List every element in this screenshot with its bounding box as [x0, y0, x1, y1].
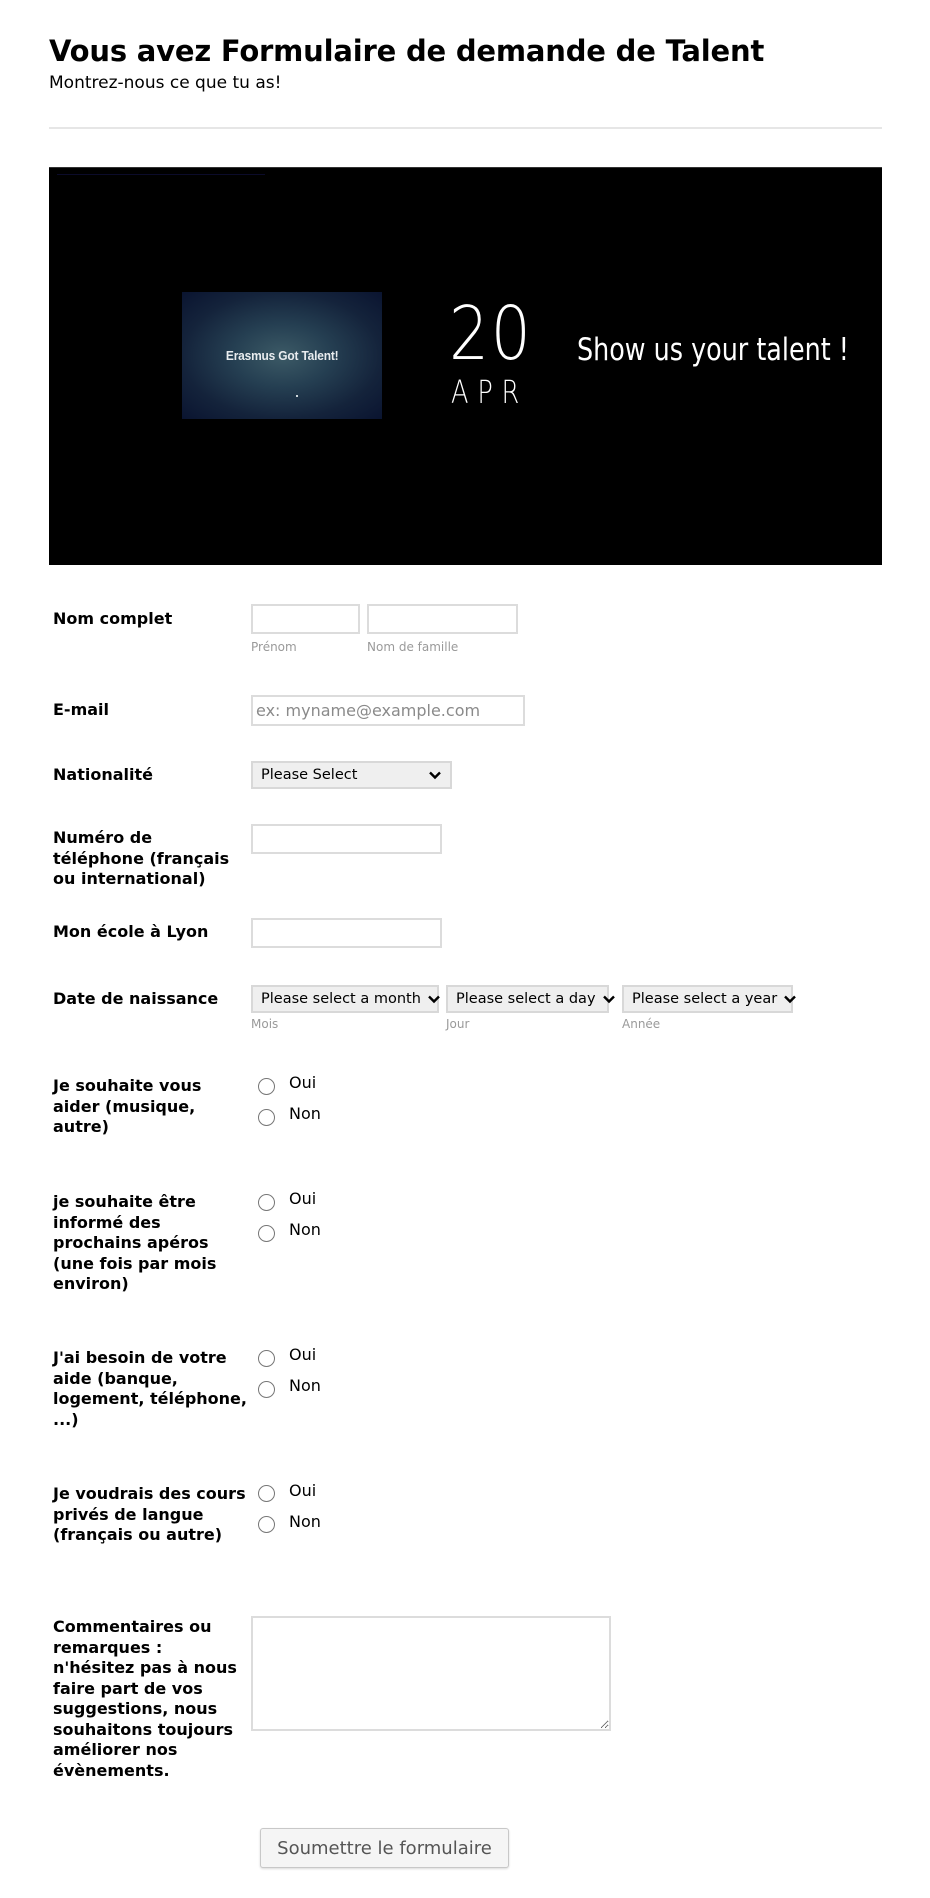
- aperos-info-option-non[interactable]: Non: [289, 1220, 321, 1239]
- submit-button[interactable]: Soumettre le formulaire: [260, 1828, 509, 1868]
- help-volunteer-radio-non[interactable]: [258, 1109, 275, 1126]
- event-banner-image: [49, 167, 882, 565]
- school-input[interactable]: [251, 918, 442, 948]
- nationality-select[interactable]: [251, 761, 452, 789]
- birth-month-select[interactable]: [251, 985, 439, 1013]
- aperos-info-radio-non[interactable]: [258, 1225, 275, 1242]
- birth-month-sublabel: Mois: [251, 1017, 279, 1031]
- form-title: Vous avez Formulaire de demande de Talent: [49, 34, 765, 68]
- first-name-input[interactable]: [251, 604, 360, 634]
- birth-day-sublabel: Jour: [446, 1017, 470, 1031]
- language-courses-radio-oui[interactable]: [258, 1485, 275, 1502]
- help-volunteer-radio-oui[interactable]: [258, 1078, 275, 1095]
- aperos-info-label: je souhaite être informé des prochains apéros (une fois par mois environ): [53, 1192, 217, 1293]
- banner-date-month: APR: [451, 373, 529, 411]
- language-courses-option-non[interactable]: Non: [289, 1512, 321, 1531]
- banner-photo-star: [296, 395, 298, 397]
- aperos-info-option-oui[interactable]: Oui: [289, 1189, 317, 1208]
- comments-textarea[interactable]: [251, 1616, 611, 1731]
- birth-day-select-value: Please select a day: [456, 991, 596, 1007]
- chevron-down-icon: [602, 992, 616, 1006]
- help-volunteer-option-non[interactable]: Non: [289, 1104, 321, 1123]
- banner-photo-text: Erasmus Got Talent!: [225, 348, 339, 363]
- email-input[interactable]: [251, 695, 525, 726]
- need-help-radio-non[interactable]: [258, 1381, 275, 1398]
- phone-input[interactable]: [251, 824, 442, 854]
- birth-year-select-value: Please select a year: [632, 991, 778, 1007]
- language-courses-label: Je voudrais des cours privés de langue (français ou autre): [53, 1484, 246, 1544]
- phone-label: Numéro de téléphone (français ou international): [53, 828, 230, 888]
- need-help-option-oui[interactable]: Oui: [289, 1345, 317, 1364]
- birth-date-label: Date de naissance: [53, 989, 219, 1008]
- form-subtitle: Montrez-nous ce que tu as!: [49, 73, 282, 93]
- help-volunteer-option-oui[interactable]: Oui: [289, 1073, 317, 1092]
- full-name-label: Nom complet: [53, 609, 173, 628]
- need-help-radio-oui[interactable]: [258, 1350, 275, 1367]
- comments-label: Commentaires ou remarques : n'hésitez pas à nous faire part de vos suggestions, nous souhaitons toujours améliorer nos évènements.: [53, 1617, 237, 1780]
- help-volunteer-label: Je souhaite vous aider (musique, autre): [53, 1076, 202, 1136]
- birth-month-select-value: Please select a month: [261, 991, 421, 1007]
- need-help-option-non[interactable]: Non: [289, 1376, 321, 1395]
- banner-tagline: Show us your talent !: [577, 332, 849, 368]
- banner-date-day: 20: [449, 291, 533, 377]
- banner-artifact-line: [57, 174, 265, 175]
- chevron-down-icon: [428, 768, 442, 782]
- birth-year-select[interactable]: [622, 985, 793, 1013]
- nationality-select-value: Please Select: [261, 767, 358, 783]
- aperos-info-radio-oui[interactable]: [258, 1194, 275, 1211]
- birth-year-sublabel: Année: [622, 1017, 661, 1031]
- first-name-sublabel: Prénom: [251, 640, 297, 654]
- language-courses-option-oui[interactable]: Oui: [289, 1481, 317, 1500]
- banner-photo: [182, 292, 382, 419]
- chevron-down-icon: [783, 992, 797, 1006]
- last-name-input[interactable]: [367, 604, 518, 634]
- language-courses-radio-non[interactable]: [258, 1516, 275, 1533]
- need-help-label: J'ai besoin de votre aide (banque, logement, téléphone, ...): [53, 1348, 247, 1429]
- chevron-down-icon: [427, 992, 441, 1006]
- last-name-sublabel: Nom de famille: [367, 640, 459, 654]
- school-label: Mon école à Lyon: [53, 922, 209, 941]
- birth-day-select[interactable]: [446, 985, 609, 1013]
- nationality-label: Nationalité: [53, 765, 153, 784]
- email-label: E-mail: [53, 700, 110, 719]
- header-divider: [49, 127, 882, 129]
